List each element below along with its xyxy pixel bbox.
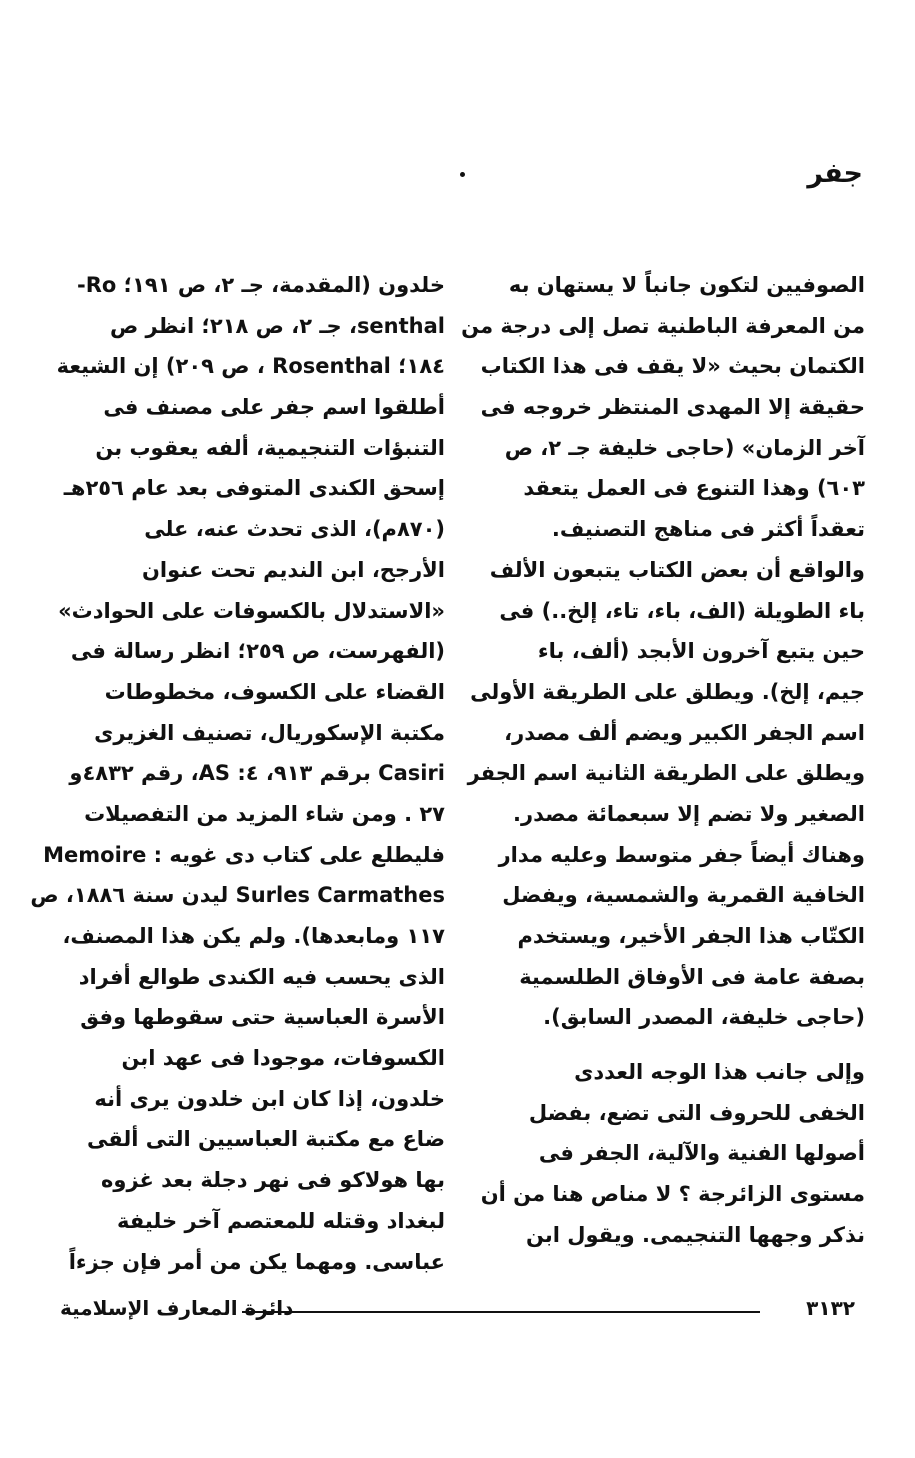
text-line: الصوفيين لتكون جانباً لا يستهان به bbox=[508, 273, 865, 297]
text-line: ١١٧ ومابعدها). ولم يكن هذا المصنف، bbox=[62, 924, 445, 948]
right-paragraph-2 bbox=[480, 1052, 865, 1255]
text-line: من المعرفة الباطنية تصل إلى درجة من bbox=[461, 313, 865, 338]
text-line: الكسوفات، موجودا فى عهد ابن bbox=[121, 1046, 445, 1071]
text-line: باء الطويلة (الف، باء، تاء، إلخ..) فى bbox=[499, 598, 865, 623]
text-line: ضاع مع مكتبة العباسيين التى ألقى bbox=[87, 1127, 445, 1152]
text-line: أطلقوا اسم جفر على مصنف فى bbox=[103, 395, 445, 420]
right-column bbox=[461, 265, 865, 1256]
text-line: الصغير ولا تضم إلا سبعمائة مصدر. bbox=[513, 801, 865, 826]
text-line: والواقع أن بعض الكتاب يتبعون الألف bbox=[489, 557, 865, 582]
text-line: senthal، جـ ٢، ص ٢١٨؛ انظر ص bbox=[110, 313, 445, 338]
text-line: إسحق الكندى المتوفى بعد عام ٢٥٦هـ bbox=[63, 476, 445, 501]
text-line: حقيقة إلا المهدى المنتظر خروجه فى bbox=[480, 395, 865, 420]
text-line: ٦٠٣) وهذا التنوع فى العمل يتعقد bbox=[523, 476, 865, 501]
text-line: أصولها الفنية والآلية، الجفر فى bbox=[538, 1141, 865, 1166]
text-line: اسم الجفر الكبير ويضم ألف مصدر، bbox=[504, 720, 865, 745]
page-number: ٣١٣٢ bbox=[806, 1296, 855, 1320]
text-line: نذكر وجهها التنجيمى. ويقول ابن bbox=[526, 1222, 865, 1247]
text-line: الأرجح، ابن النديم تحت عنوان bbox=[142, 557, 445, 582]
text-line: لبغداد وقتله للمعتصم آخر خليفة bbox=[117, 1208, 445, 1233]
entry-header: جفر bbox=[807, 158, 863, 189]
text-line: جيم، إلخ). ويطلق على الطريقة الأولى bbox=[470, 679, 865, 704]
text-line: تعقداً أكثر فى مناهج التصنيف. bbox=[551, 517, 865, 542]
text-line: (٨٧٠م)، الذى تحدث عنه، على bbox=[144, 517, 445, 542]
text-line: Casiri برقم ٩١٣، ٤: AS، رقم ٤٨٣٢و bbox=[69, 761, 445, 786]
text-line: مكتبة الإسكوريال، تصنيف الغزيرى bbox=[94, 720, 445, 745]
text-line: حين يتبع آخرون الأبجد (ألف، باء bbox=[537, 639, 865, 664]
text-line: خلدون (المقدمة، جـ ٢، ص ١٩١؛ Ro- bbox=[77, 273, 445, 297]
text-line: الخافية القمرية والشمسية، ويفضل bbox=[502, 883, 865, 908]
text-line: ويطلق على الطريقة الثانية اسم الجفر bbox=[467, 761, 865, 786]
text-line: عباسى. ومهما يكن من أمر فإن جزءاً bbox=[68, 1249, 445, 1274]
text-line: الأسرة العباسية حتى سقوطها وفق bbox=[80, 1005, 445, 1030]
text-line: فليطلع على كتاب دى غويه : Memoire bbox=[43, 842, 445, 867]
text-line: بصفة عامة فى الأوفاق الطلسمية bbox=[519, 964, 865, 989]
text-line: ١٨٤؛ Rosenthal ، ص ٢٠٩) إن الشيعة bbox=[56, 354, 445, 379]
text-line: (الفهرست، ص ٢٥٩؛ انظر رسالة فى bbox=[70, 639, 445, 664]
text-line: الكتّاب هذا الجفر الأخير، ويستخدم bbox=[517, 924, 865, 948]
ink-dot bbox=[460, 172, 465, 177]
text-line: مستوى الزائرجة ؟ لا مناص هنا من أن bbox=[480, 1182, 865, 1207]
text-line: الكتمان بحيث «لا يقف فى هذا الكتاب bbox=[480, 354, 865, 379]
text-line: التنبؤات التنجيمية، ألفه يعقوب بن bbox=[95, 435, 445, 460]
text-line: الذى يحسب فيه الكندى طوالع أفراد bbox=[78, 964, 445, 989]
left-paragraph bbox=[30, 265, 445, 1282]
footer-rule bbox=[242, 1311, 760, 1313]
text-line: بها هولاكو فى نهر دجلة بعد غزوه bbox=[101, 1168, 445, 1193]
publication-title: دائرة المعارف الإسلامية bbox=[60, 1296, 294, 1320]
text-line: وهناك أيضاً جفر متوسط وعليه مدار bbox=[498, 842, 865, 867]
text-line: وإلى جانب هذا الوجه العددى bbox=[574, 1060, 865, 1085]
text-line: Surles Carmathes ليدن سنة ١٨٨٦، ص bbox=[30, 883, 445, 908]
text-line: (حاجى خليفة، المصدر السابق). bbox=[543, 1005, 865, 1030]
text-line: خلدون، إذا كان ابن خلدون يرى أنه bbox=[94, 1086, 445, 1111]
text-line: ٢٧ . ومن شاء المزيد من التفصيلات bbox=[84, 801, 445, 826]
text-line: الخفى للحروف التى تضع، بفضل bbox=[528, 1100, 865, 1125]
page-footer bbox=[60, 1296, 855, 1326]
right-paragraph-1 bbox=[461, 265, 865, 1038]
left-column bbox=[30, 265, 445, 1282]
text-line: «الاستدلال بالكسوفات على الحوادث» bbox=[58, 598, 445, 623]
text-line: القضاء على الكسوف، مخطوطات bbox=[104, 679, 445, 704]
text-line: آخر الزمان» (حاجى خليفة جـ ٢، ص bbox=[504, 435, 865, 460]
